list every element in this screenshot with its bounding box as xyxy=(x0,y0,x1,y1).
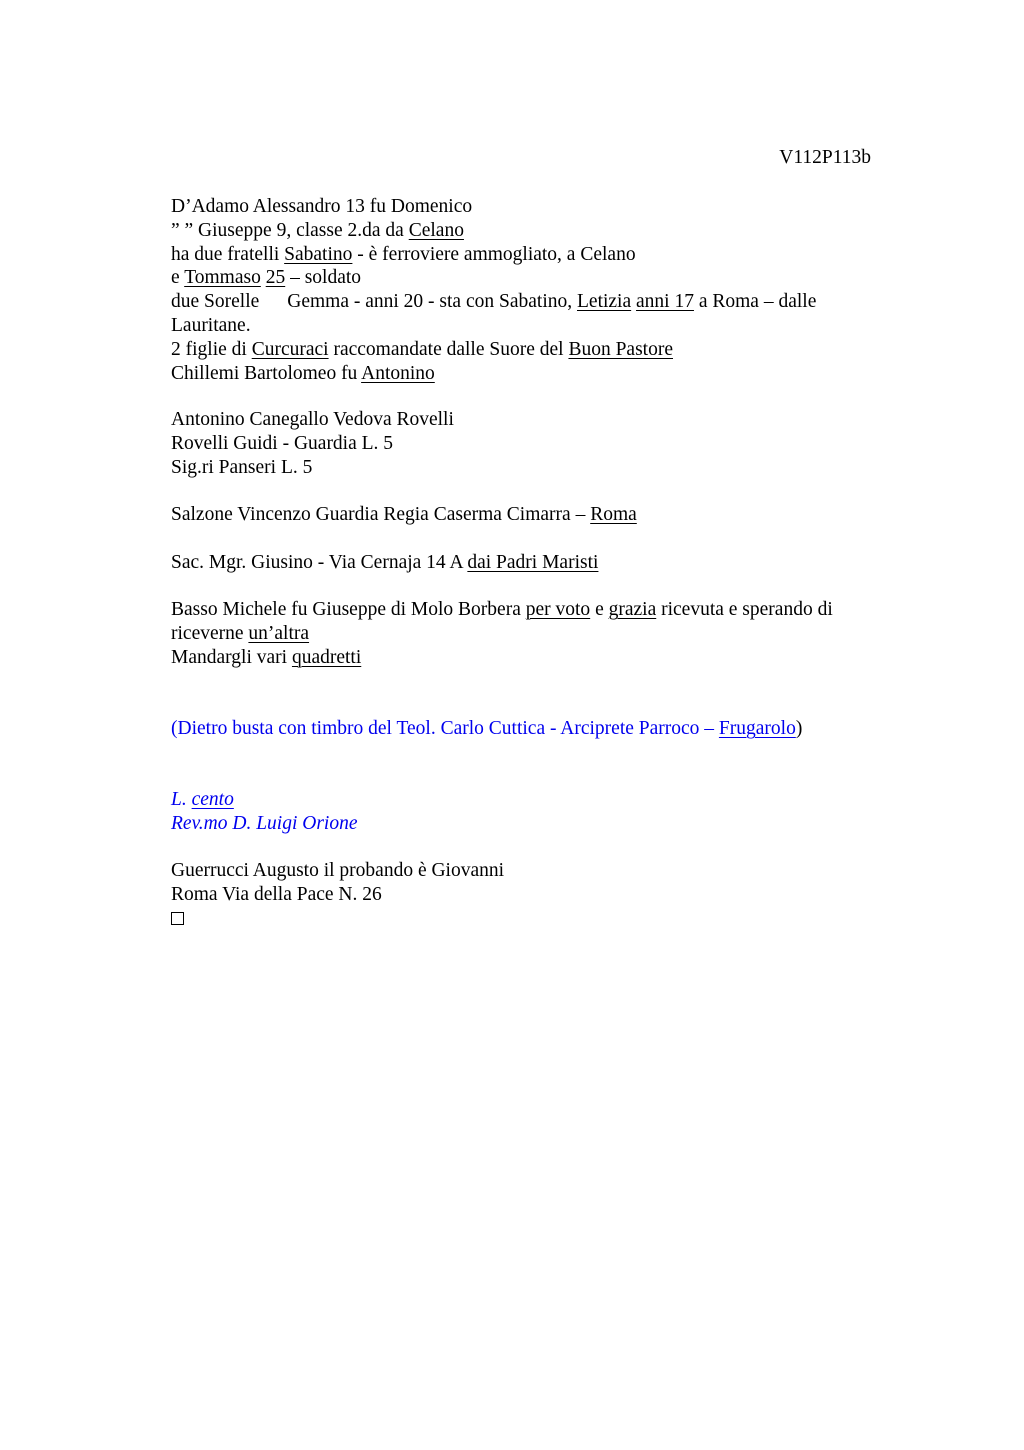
block-dadamo xyxy=(171,195,871,385)
age-17: anni 17 xyxy=(636,291,694,313)
amount-cento: cento xyxy=(191,789,234,810)
line-basso: Basso Michele fu Giuseppe di Molo Borbera per voto e grazia ricevuta e sperando di xyxy=(171,599,833,620)
name-sabatino: Sabatino xyxy=(284,243,353,265)
line-canegallo: Antonino Canegallo Vedova Rovelli xyxy=(171,409,454,430)
place-roma: Roma xyxy=(590,504,637,525)
line-figlie-curcuraci: 2 figlie di Curcuraci raccomandate dalle Suore del Buon Pastore xyxy=(171,338,673,360)
block-guerrucci xyxy=(171,859,871,930)
checkbox-square-icon xyxy=(171,907,871,931)
document-reference-code: V112P113b xyxy=(779,147,871,168)
line-tommaso: e Tommaso 25 – soldato xyxy=(171,267,362,289)
line-mandargli: Mandargli vari quadretti xyxy=(171,646,362,668)
line-riceverne: riceverne un’altra xyxy=(171,622,310,644)
line-via-della-pace: Roma Via della Pace N. 26 xyxy=(171,883,382,905)
line-dadamo-alessandro: D’Adamo Alessandro 13 fu Domenico xyxy=(171,196,473,217)
place-celano: Celano xyxy=(408,219,464,241)
line-panseri: Sig.ri Panseri L. 5 xyxy=(171,456,313,478)
name-tommaso: Tommaso xyxy=(184,267,261,289)
line-chillemi: Chillemi Bartolomeo fu Antonino xyxy=(171,362,435,384)
line-rev-orione: Rev.mo D. Luigi Orione xyxy=(171,812,358,834)
per-voto: per voto xyxy=(525,599,591,620)
italic-block xyxy=(171,788,871,836)
line-giusino: Sac. Mgr. Giusino - Via Cernaja 14 A dai Padri Maristi xyxy=(171,552,599,573)
block-salzone xyxy=(171,503,871,527)
line-fratelli: ha due fratelli Sabatino - è ferroviere ammogliato, a Celano xyxy=(171,243,636,265)
place-frugarolo: Frugarolo xyxy=(718,718,796,739)
line-lauritane: Lauritane. xyxy=(171,314,251,336)
age-25: 25 xyxy=(265,267,286,289)
line-rovelli-guidi: Rovelli Guidi - Guardia L. 5 xyxy=(171,432,394,454)
line-sorelle: due Sorelle Gemma - anni 20 - sta con Sabatino, Letizia anni 17 a Roma – dalle xyxy=(171,291,817,313)
buon-pastore: Buon Pastore xyxy=(568,338,673,360)
line-guerrucci: Guerrucci Augusto il probando è Giovanni xyxy=(171,860,505,881)
line-l-cento: L. cento xyxy=(171,789,234,810)
block-canegallo xyxy=(171,408,871,479)
line-salzone: Salzone Vincenzo Guardia Regia Caserma Cimarra – Roma xyxy=(171,504,637,525)
line-envelope-note: (Dietro busta con timbro del Teol. Carlo Cuttica - Arciprete Parroco – Frugarolo) xyxy=(171,718,803,739)
block-basso xyxy=(171,598,871,669)
name-curcuraci: Curcuraci xyxy=(251,338,329,360)
name-antonino: Antonino xyxy=(361,362,435,384)
line-giuseppe: ” ” Giuseppe 9, classe 2.da da Celano xyxy=(171,219,464,241)
un-altra: un’altra xyxy=(248,622,310,644)
block-giusino xyxy=(171,551,871,575)
name-letizia: Letizia xyxy=(577,291,632,313)
quadretti: quadretti xyxy=(291,646,362,668)
padri-maristi: dai Padri Maristi xyxy=(467,552,599,573)
grazia: grazia xyxy=(608,599,657,620)
envelope-note xyxy=(171,717,871,741)
